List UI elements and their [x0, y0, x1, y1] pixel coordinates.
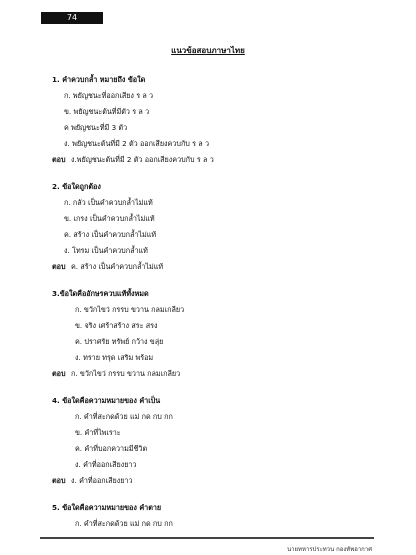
q4-answer-label: ตอบ [52, 476, 66, 485]
q1-answer-label: ตอบ [52, 155, 66, 164]
question-3: 3.ข้อใดคืออักษรควบแท้ทั้งหมด [52, 289, 149, 298]
q4-answer: ง. คำที่ออกเสียงยาว [71, 476, 133, 485]
page-title: แนวข้อสอบภาษาไทย [171, 46, 245, 55]
q4-option-d: ง. คำที่ออกเสียงยาว [75, 460, 137, 469]
q3-option-b: ข. จริง เศร้าสร้าง สระ สรง [75, 321, 158, 330]
page-number: 74 [41, 12, 103, 24]
q3-option-c: ค. ปราศรัย ทรัพย์ กว้าง ขลุ่ย [75, 337, 164, 346]
question-5: 5. ข้อใดคือความหมายของ คำตาย [52, 503, 162, 512]
q2-option-a: ก. กลัว เป็นคำควบกล้ำไม่แท้ [64, 198, 153, 207]
footer-text: นายทหารประทวน กองทัพอากาศ [287, 546, 372, 553]
q1-option-d: ง. พยัญชนะต้นที่มี 2 ตัว ออกเสียงควบกับ ร ล ว [64, 139, 210, 148]
q2-answer: ค. สร้าง เป็นคำควบกล้ำไม่แท้ [71, 262, 164, 271]
q5-option-a: ก. คำที่สะกดด้วย แม่ กด กบ กก [75, 519, 173, 528]
q4-option-b: ข. คำที่ไพเราะ [75, 428, 121, 437]
question-2: 2. ข้อใดถูกต้อง [52, 182, 101, 191]
q3-answer: ก. ขวักไขว่ กรรบ ขวาน กลมเกลียว [71, 369, 181, 378]
q1-option-b: ข. พยัญชนะต้นที่มีตัว ร ล ว [64, 107, 150, 116]
q4-option-c: ค. คำที่บอกความมีชีวิต [75, 444, 148, 453]
q2-option-b: ข. เกรง เป็นคำควบกล้ำไม่แท้ [64, 214, 155, 223]
q3-option-a: ก. ขวักไขว่ กรรบ ขวาน กลมเกลียว [75, 305, 185, 314]
q3-answer-label: ตอบ [52, 369, 66, 378]
q1-option-a: ก. พยัญชนะที่ออกเสียง ร ล ว [64, 91, 154, 100]
q3-option-d: ง. ทราย ทรุด เสริม พร้อม [75, 353, 154, 362]
q1-answer: ง.พยัญชนะต้นที่มี 2 ตัว ออกเสียงควบกับ ร ล ว [71, 155, 214, 164]
q4-option-a: ก. คำที่สะกดด้วย แม่ กด กบ กก [75, 412, 173, 421]
question-1: 1. คำควบกล้ำ หมายถึง ข้อใด [52, 75, 146, 84]
question-4: 4. ข้อใดคือความหมายของ คำเป็น [52, 396, 161, 405]
q2-option-d: ง. โทรม เป็นคำควบกล้ำแท้ [64, 246, 148, 255]
q2-option-c: ค. สร้าง เป็นคำควบกล้ำไม่แท้ [64, 230, 157, 239]
footer-divider [40, 537, 374, 539]
q1-option-c: ค พยัญชนะที่มี 3 ตัว [64, 123, 128, 132]
q2-answer-label: ตอบ [52, 262, 66, 271]
